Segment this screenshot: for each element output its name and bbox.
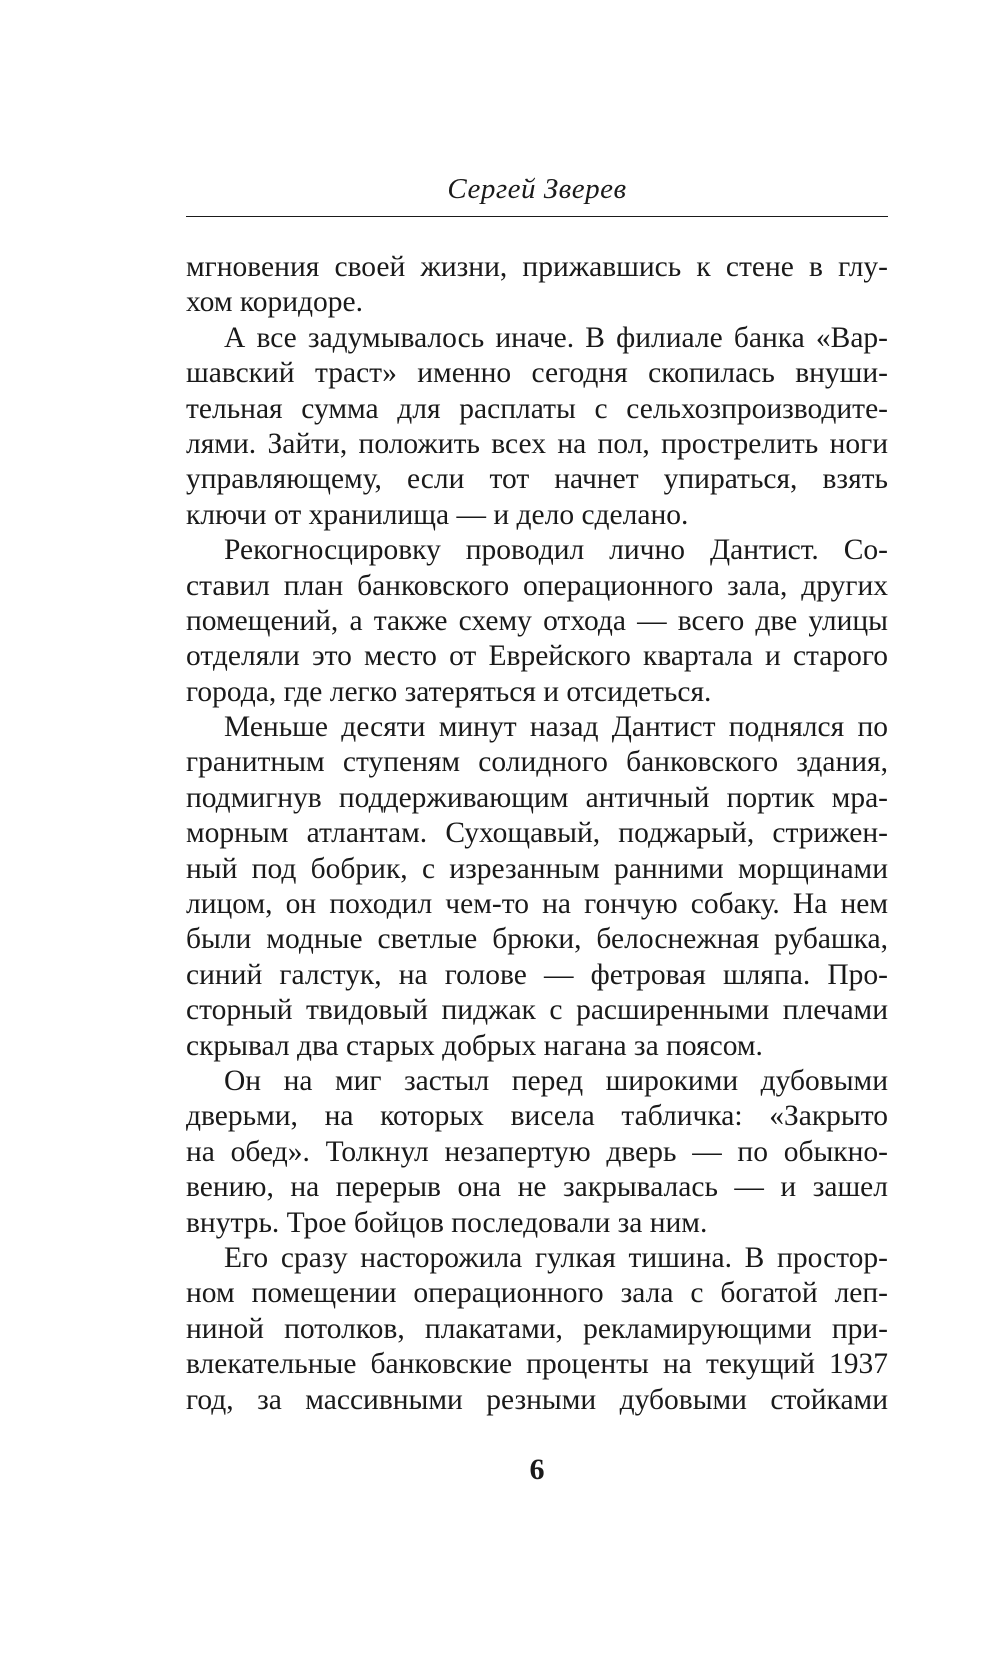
text-line: сторный твидовый пиджак с расширенными плечами (186, 994, 888, 1027)
text-line: Его сразу насторожила гулкая тишина. В простор- (224, 1241, 888, 1274)
text-line: были модные светлые брюки, белоснежная рубашка, (186, 923, 888, 956)
text-line: лицом, он походил чем-то на гончую собаку. На нем (186, 888, 888, 921)
text-line: помещений, а также схему отхода — всего две улицы (186, 604, 888, 637)
text-line: города, где легко затеряться и отсидеться. (186, 675, 712, 708)
text-line: Меньше десяти минут назад Дантист поднялся по (224, 711, 888, 744)
text-line: тельная сумма для расплаты с сельхозпроизводите- (186, 392, 888, 425)
text-line: ставил план банковского операционного зала, других (186, 569, 888, 602)
text-line: подмигнув поддерживающим античный портик мра- (186, 781, 888, 814)
text-line: морным атлантам. Сухощавый, поджарый, стрижен- (186, 817, 888, 850)
page-number: 6 (529, 1453, 545, 1486)
text-line: скрывал два старых добрых нагана за поясом. (186, 1029, 763, 1062)
text-line: дверьми, на которых висела табличка: «Закрыто (186, 1100, 888, 1133)
header-rule (186, 216, 888, 217)
text-line: на обед». Толкнул незапертую дверь — по обыкно- (186, 1135, 888, 1168)
text-line: Рекогносцировку проводил лично Дантист. Со- (224, 534, 888, 567)
text-line: ниной потолков, плакатами, рекламирующими при- (186, 1312, 888, 1345)
text-line: ном помещении операционного зала с богатой леп- (186, 1277, 888, 1310)
text-line: гранитным ступеням солидного банковского здания, (186, 746, 888, 779)
text-line: год, за массивными резными дубовыми стойками (186, 1383, 888, 1416)
text-line: Он на миг застыл перед широкими дубовыми (224, 1064, 888, 1097)
text-line: ключи от хранилища — и дело сделано. (186, 498, 689, 531)
text-line: хом коридоре. (186, 286, 363, 319)
text-line: синий галстук, на голове — фетровая шляпа. Про- (186, 958, 888, 991)
text-line: А все задумывалось иначе. В филиале банка «Вар- (224, 321, 888, 354)
text-line: ный под бобрик, с изрезанным ранними морщинами (186, 852, 888, 885)
text-line: лями. Зайти, положить всех на пол, прострелить ноги (186, 427, 888, 460)
running-head-author: Сергей Зверев (447, 173, 627, 205)
text-line: вению, на перерыв она не закрывалась — и зашел (186, 1171, 888, 1204)
text-line: отделяли это место от Еврейского квартала и старого (186, 640, 888, 673)
text-line: шавский траст» именно сегодня скопилась внуши- (186, 357, 888, 390)
text-line: мгновения своей жизни, прижавшись к стене в глу- (186, 251, 888, 283)
text-line: управляющему, если тот начнет упираться, взять (186, 463, 888, 496)
text-line: влекательные банковские проценты на текущий 1937 (186, 1348, 888, 1381)
text-line: внутрь. Трое бойцов последовали за ним. (186, 1206, 708, 1239)
body-text (186, 250, 888, 1418)
